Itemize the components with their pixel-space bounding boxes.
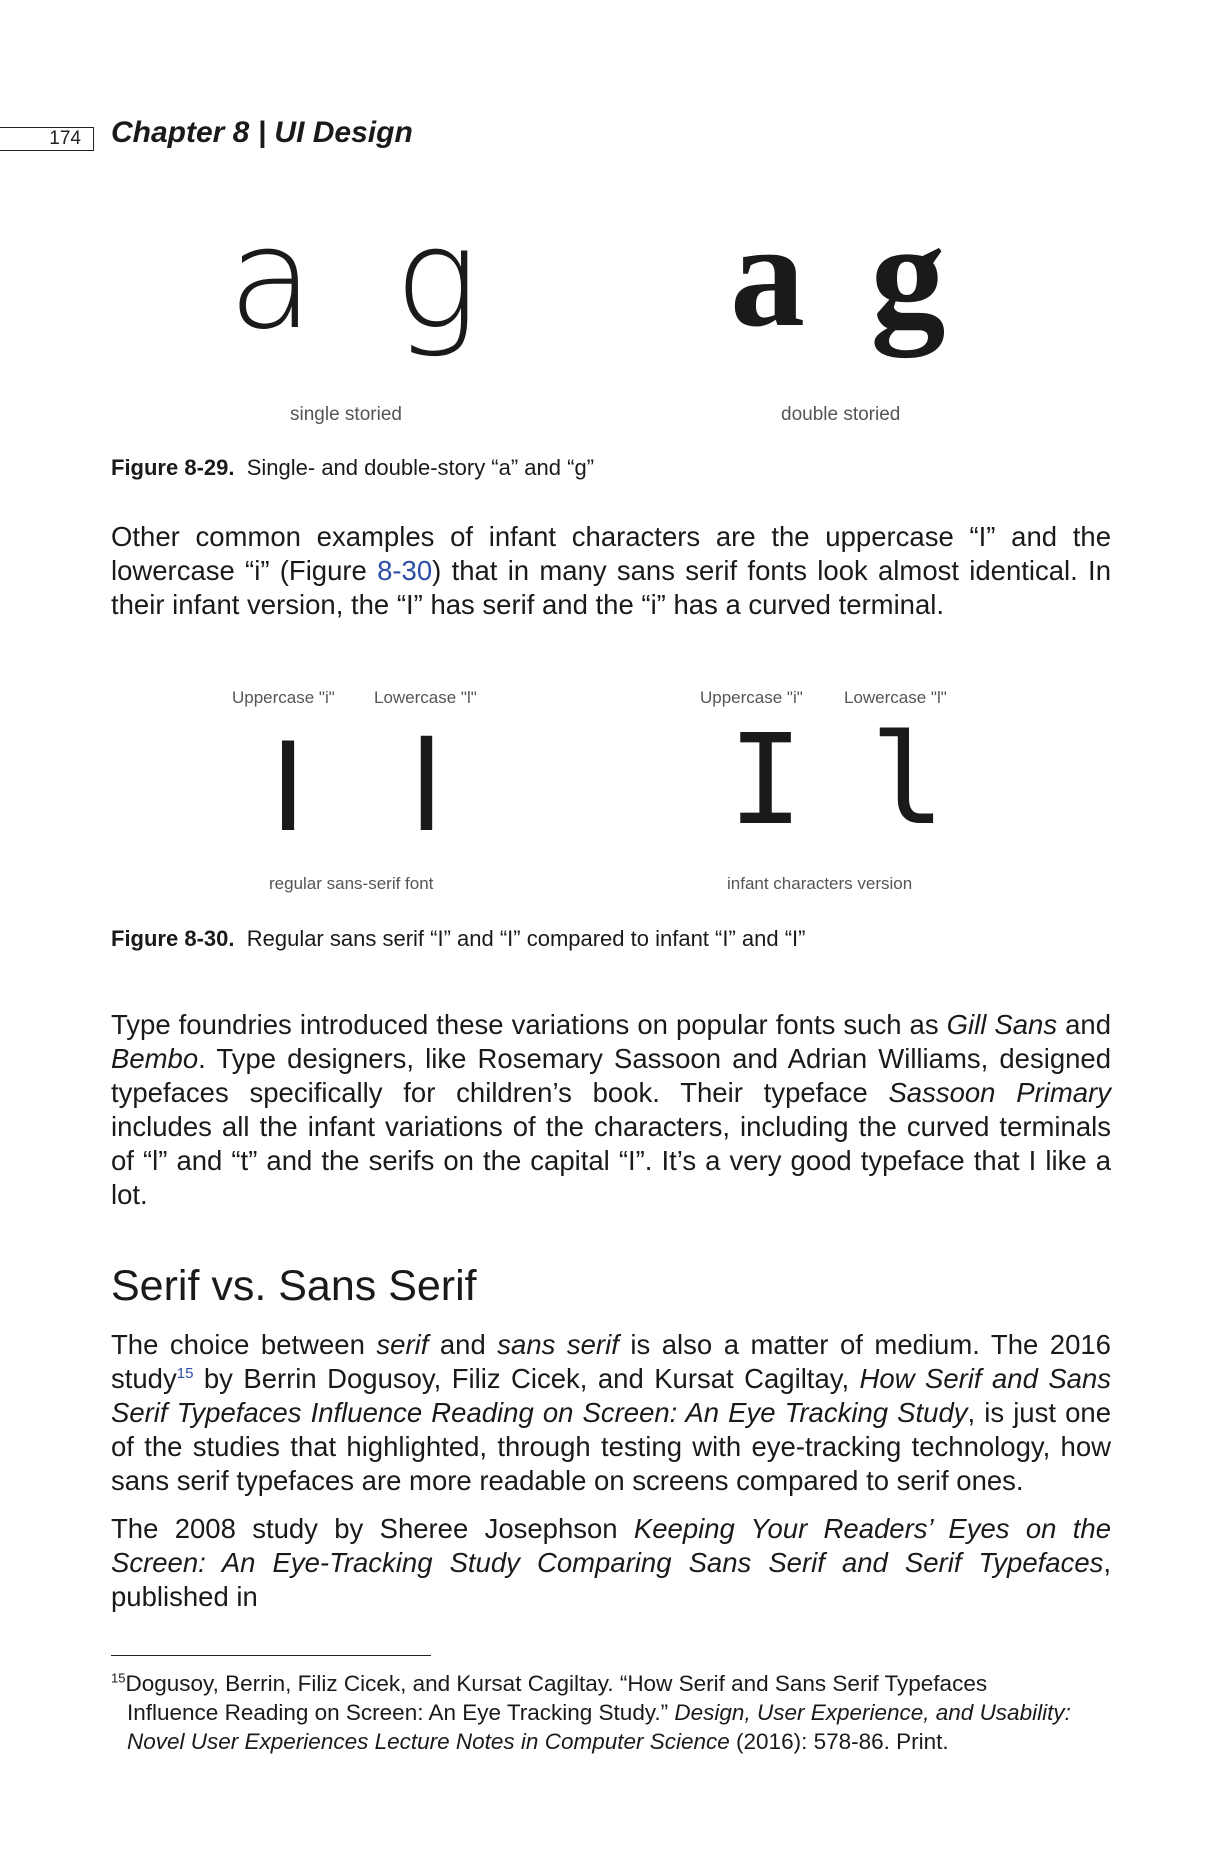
footnote-rule (111, 1655, 431, 1656)
infant-uppercase-i-glyph: I (728, 708, 804, 853)
para4-text: , published in (111, 1547, 1111, 1612)
paragraph-type-foundries (111, 1008, 1111, 1212)
italic-study-title: Keeping Your Readers’ Eyes on the Screen: An Eye-Tracking Study Comparing Sans Serif and Serif Typefaces (111, 1513, 1111, 1578)
caption-label: Figure 8-29. (111, 455, 235, 480)
italic-sassoon-primary: Sassoon Primary (888, 1077, 1111, 1108)
figure-link[interactable]: 8-30 (377, 555, 433, 586)
para3-text: by Berrin Dogusoy, Filiz Cicek, and Kursat Cagiltay, (193, 1363, 860, 1394)
para3-text: The choice between (111, 1329, 377, 1360)
italic-gill-sans: Gill Sans (946, 1009, 1058, 1040)
para2-text: Type foundries introduced these variations on popular fonts such as (111, 1009, 947, 1040)
paragraph-infant-characters (111, 520, 1111, 622)
para1-text: Other common examples of infant characters are the uppercase “I” and the lowercase “i” (Figure (111, 521, 1111, 586)
italic-sans-serif: sans serif (497, 1329, 619, 1360)
caption-text: Single- and double-story “a” and “g” (246, 455, 595, 480)
infant-lowercase-l-glyph: l (870, 708, 946, 853)
footnote-italic: Design, User Experience, and Usability: (674, 1699, 1071, 1725)
regular-lowercase-l-glyph: l (412, 712, 441, 858)
footnote-text: Dogusoy, Berrin, Filiz Cicek, and Kursat Cagiltay. “How Serif and Sans Serif Typefaces (125, 1670, 988, 1696)
label-lowercase-regular: Lowercase "l" (374, 688, 477, 707)
para2-text: and (1057, 1009, 1112, 1040)
single-story-glyphs: a g (228, 198, 497, 361)
footnote-text: Influence Reading on Screen: An Eye Tracking Study.” (127, 1699, 675, 1725)
paragraph-serif-choice (111, 1328, 1111, 1498)
running-head: Chapter 8 | UI Design (111, 116, 413, 149)
section-heading: Serif vs. Sans Serif (111, 1262, 477, 1310)
footnote (111, 1663, 1111, 1756)
para1-text-cont: ) that in many sans serif fonts look almost identical. In their infant version, the “I” has serif and the “i” has a curved terminal. (111, 555, 1111, 620)
label-lowercase-infant: Lowercase "l" (844, 688, 947, 707)
figure-8-29-caption (111, 455, 594, 481)
double-storied-label: double storied (781, 404, 901, 425)
caption-label: Figure 8-30. (111, 926, 235, 951)
figure-8-30-caption (111, 926, 806, 952)
italic-bembo: Bembo (111, 1043, 199, 1074)
para2-text: . Type designers, like Rosemary Sassoon and Adrian Williams, designed typefaces specifically for children’s book. Their typeface (111, 1043, 1111, 1108)
single-storied-label: single storied (290, 404, 402, 425)
double-story-glyphs: a g (730, 192, 960, 358)
para4-text: The 2008 study by Sheree Josephson (111, 1513, 634, 1544)
footnote-italic: Novel User Experiences Lecture Notes in Computer Science (127, 1728, 730, 1754)
para2-text: includes all the infant variations of the characters, including the curved terminals of “l” and “t” and the serifs on the capital “I”. It’s a very good typeface that I like a lot. (111, 1111, 1111, 1210)
italic-study-title: How Serif and Sans Serif Typefaces Influence Reading on Screen: An Eye Tracking Study (111, 1363, 1111, 1428)
page-number: 174 (0, 127, 94, 151)
paragraph-2008-study (111, 1512, 1111, 1614)
italic-serif: serif (376, 1329, 429, 1360)
infant-font-caption: infant characters version (727, 874, 913, 893)
para3-text: is also a matter of medium. The 2016 study (111, 1329, 1111, 1394)
regular-font-caption: regular sans-serif font (269, 874, 434, 893)
regular-uppercase-i-glyph: I (270, 712, 307, 858)
caption-text: Regular sans serif “I” and “I” compared to infant “I” and “I” (246, 926, 806, 951)
para3-text: , is just one of the studies that highlighted, through testing with eye-tracking technology, how sans serif typefaces are more readable on screens compared to serif ones. (111, 1397, 1111, 1496)
footnote-ref[interactable]: 15 (176, 1364, 194, 1382)
footnote-text: (2016): 578-86. Print. (729, 1728, 949, 1754)
para3-text: and (428, 1329, 498, 1360)
label-uppercase-regular: Uppercase "i" (232, 688, 335, 707)
label-uppercase-infant: Uppercase "i" (700, 688, 803, 707)
footnote-number: 15 (111, 1670, 126, 1685)
